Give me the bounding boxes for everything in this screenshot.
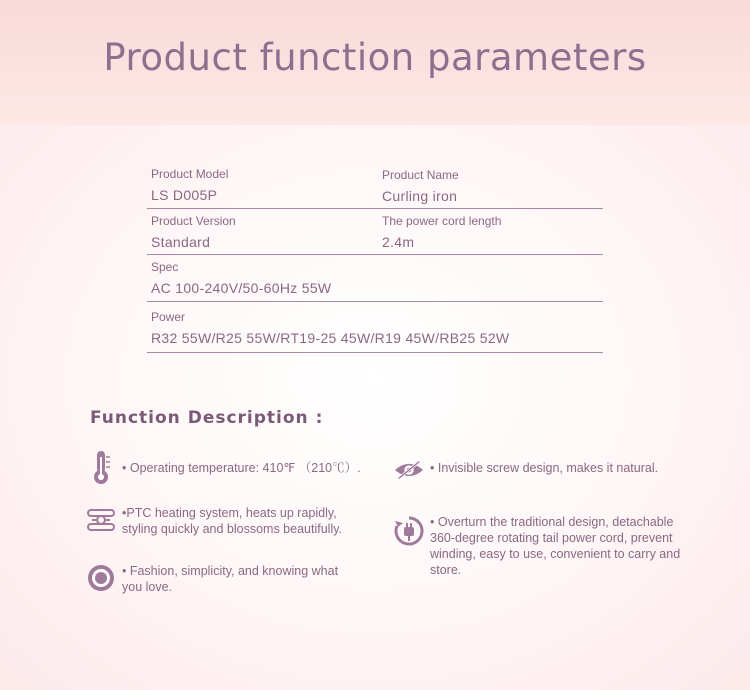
table-divider — [147, 301, 603, 302]
spec-value: 2.4m — [382, 234, 415, 250]
table-divider — [147, 254, 603, 255]
spec-value: R32 55W/R25 55W/RT19-25 45W/R19 45W/RB25 52W — [151, 330, 510, 346]
spec-value: AC 100-240V/50-60Hz 55W — [151, 280, 332, 296]
feature-text: • Fashion, simplicity, and knowing what you love. — [122, 564, 339, 594]
feature-invisible-screw — [394, 455, 694, 485]
rotating-plug-icon — [394, 516, 424, 546]
function-description-title: Function Description : — [90, 408, 324, 428]
feature-text: • Invisible screw design, makes it natural. — [430, 461, 659, 475]
spec-power — [151, 310, 509, 346]
spec-label: Spec — [151, 260, 179, 274]
spec-value: Standard — [151, 234, 211, 250]
page-title: Product function parameters — [103, 36, 647, 79]
feature-text: • Overturn the traditional design, detachable 360-degree rotating tail power cord, prevent winding, easy to use, convenient to carry and store. — [430, 515, 681, 577]
feature-text: • Operating temperature: 410℉ （210℃）. — [122, 461, 361, 475]
feature-fashion — [86, 563, 376, 595]
target-icon — [86, 563, 116, 593]
feature-ptc-heating — [86, 505, 376, 537]
spec-product-name — [382, 168, 459, 204]
spec-label: Product Model — [151, 167, 229, 181]
heating-coil-icon — [86, 505, 116, 535]
table-divider — [147, 208, 603, 209]
spec-spec — [151, 260, 331, 296]
feature-rotating-cord — [394, 514, 704, 578]
spec-value: Curling iron — [382, 188, 458, 204]
spec-label: Product Version — [151, 214, 236, 228]
spec-value: LS D005P — [151, 187, 218, 203]
eye-slash-icon — [394, 455, 424, 485]
thermometer-icon — [86, 452, 116, 482]
feature-temperature — [86, 452, 386, 482]
spec-label: The power cord length — [382, 214, 502, 228]
spec-cord-length — [382, 214, 501, 250]
spec-product-model — [151, 167, 228, 203]
spec-label: Power — [151, 310, 186, 324]
spec-label: Product Name — [382, 168, 459, 182]
table-divider — [147, 352, 603, 353]
spec-product-version — [151, 214, 236, 250]
feature-text: •PTC heating system, heats up rapidly, styling quickly and blossoms beautifully. — [122, 506, 343, 536]
